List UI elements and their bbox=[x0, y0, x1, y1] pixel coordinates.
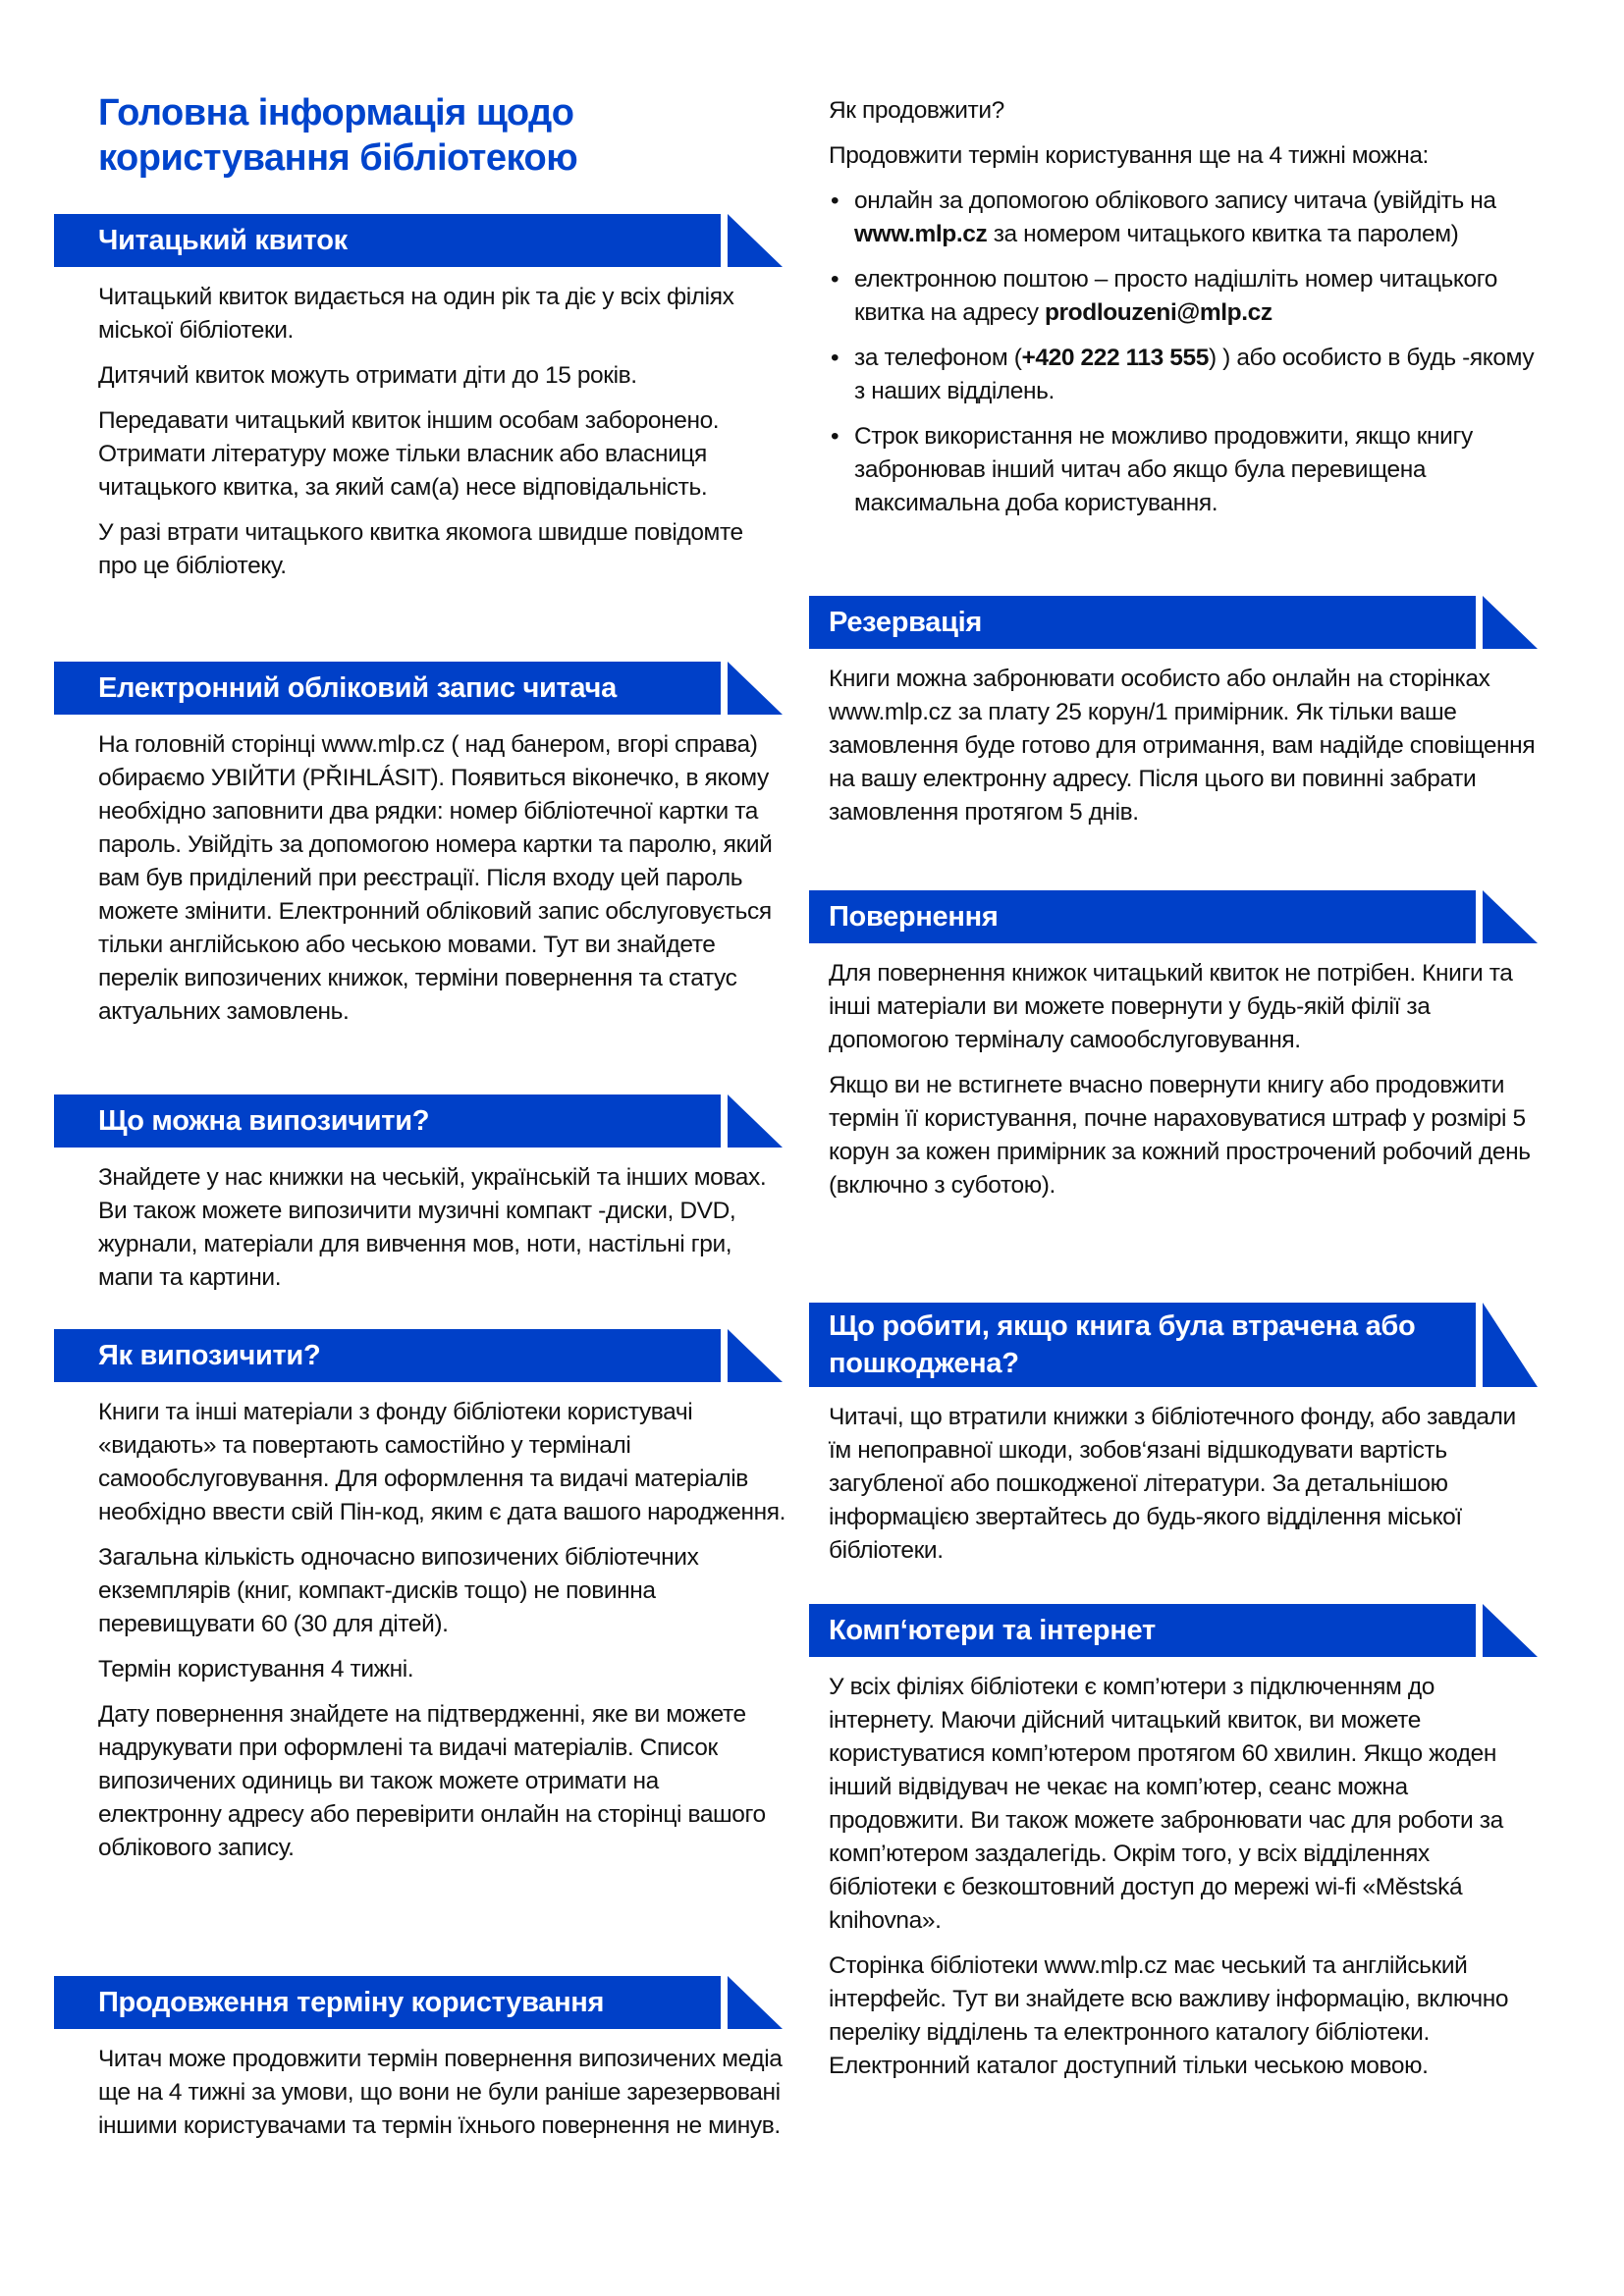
page-title-line2: користування бібліотекою bbox=[98, 137, 578, 179]
paragraph: У разі втрати читацького квитка якомога швидше повідомте про це бібліотеку. bbox=[98, 519, 743, 579]
paragraph: Якщо ви не встигнете вчасно повернути книгу або продовжити термін її користування, почне нараховуватися штраф у розмірі 5 корун за кожен примірник за кожний прострочений робочий день (включно з суботою). bbox=[829, 1072, 1531, 1199]
list-item: • електронною поштою – просто надішліть номер читацького квитка на адресу prodlouzeni@mlp.cz bbox=[829, 263, 1541, 330]
triangle-accent-icon bbox=[728, 662, 783, 715]
section-header bbox=[54, 662, 785, 715]
triangle-accent-icon bbox=[1483, 596, 1538, 649]
section-heading: Комп‘ютери та інтернет bbox=[829, 1615, 1156, 1646]
list-item: • за телефоном (+420 222 113 555) ) або особисто в будь -якому з наших відділень. bbox=[829, 342, 1541, 408]
paragraph: Дитячий квиток можуть отримати діти до 15 років. bbox=[98, 362, 637, 389]
paragraph: Книги та інші матеріали з фонду бібліотеки користувачі «видають» та повертають самостійно у терміналі самообслуговування. Для оформлення та видачі матеріалів необхідно ввести свій Пін-код, яким є дата вашого народження. bbox=[98, 1399, 786, 1525]
section-header bbox=[809, 596, 1541, 649]
list-item: • Строк використання не можливо продовжити, якщо книгу забронював інший читач або якщо була перевищена максимальна доба користування. bbox=[829, 420, 1541, 520]
paragraph: На головній сторінці www.mlp.cz ( над банером, вгорі справа) обираємо УВІЙТИ (PŘIHLÁSIT). Появиться віконечко, в якому необхідно заповнити два рядки: номер бібліотечної картки та пароль. Увійдіть за допомогою номера картки та паролю, який вам був приділений при реєстрації. Після входу цей пароль можете змінити. Електронний обліковий запис обслуговується тільки англійською або чеською мовами. Тут ви знайдете перелік випозичених книжок, терміни повернення та статус актуальних замовлень. bbox=[98, 731, 773, 1025]
paragraph: Книги можна забронювати особисто або онлайн на сторінках www.mlp.cz за плату 25 корун/1 примірник. Як тільки ваше замовлення буде готово для отримання, вам надійде сповіщення на вашу електронну адресу. Після цього ви повинні забрати замовлення протягом 5 днів. bbox=[829, 666, 1536, 826]
page-title-line1: Головна інформація щодо bbox=[98, 92, 574, 133]
section-header bbox=[54, 1329, 785, 1382]
paragraph: Дату повернення знайдете на підтвердженні, яке ви можете надрукувати при оформлені та видачі матеріалів. Список випозичених одиниць ви також можете отримати на електронну адресу або перевірити онлайн на сторінці вашого облікового запису. bbox=[98, 1701, 766, 1861]
section-header bbox=[54, 214, 785, 267]
section-how-to-extend bbox=[809, 94, 1541, 532]
section-heading: Продовження терміну користування bbox=[98, 1987, 605, 2018]
paragraph: Читач може продовжити термін повернення випозичених медіа ще на 4 тижні за умови, що вони не були раніше зарезервовані іншими користувачами та термін їхнього повернення не минув. bbox=[98, 2046, 783, 2139]
intro: Продовжити термін користування ще на 4 тижні можна: bbox=[829, 142, 1429, 169]
section-returns bbox=[809, 890, 1541, 1214]
section-header bbox=[809, 1303, 1541, 1387]
triangle-accent-icon bbox=[1483, 1303, 1538, 1387]
section-reader-card bbox=[54, 214, 785, 595]
bullet-icon: • bbox=[831, 423, 839, 450]
page-title bbox=[98, 90, 577, 181]
triangle-accent-icon bbox=[1483, 1604, 1538, 1657]
section-header bbox=[54, 1095, 785, 1148]
section-heading: Резервація bbox=[829, 607, 983, 638]
paragraph: Читацький квиток видається на один рік та діє у всіх філіях міської бібліотеки. bbox=[98, 284, 734, 344]
triangle-accent-icon bbox=[1483, 890, 1538, 943]
section-heading: Читацький квиток bbox=[98, 225, 348, 256]
bullet-icon: • bbox=[831, 187, 839, 214]
list-item: • онлайн за допомогою облікового запису читача (увійдіть на www.mlp.cz за номером читацького квитка та паролем) bbox=[829, 185, 1541, 251]
section-header bbox=[809, 1604, 1541, 1657]
paragraph: Передавати читацький квиток іншим особам заборонено. Отримати літературу може тільки власник або власниця читацького квитка, за який сам(а) несе відповідальність. bbox=[98, 407, 720, 501]
section-extension bbox=[54, 1976, 785, 2155]
bullet-icon: • bbox=[831, 345, 839, 371]
paragraph: Читачі, що втратили книжки з бібліотечного фонду, або завдали їм непоправної шкоди, зобов‘язані відшкодувати вартість загубленої або пошкодженої літератури. За детальнішою інформацією звертайтесь до будь-якого відділення міської бібліотеки. bbox=[829, 1404, 1516, 1564]
section-heading: Електронний обліковий запис читача bbox=[98, 672, 617, 704]
triangle-accent-icon bbox=[728, 1095, 783, 1148]
email-link[interactable]: prodlouzeni@mlp.cz bbox=[1044, 299, 1272, 326]
section-reservation bbox=[809, 596, 1541, 841]
section-heading: Як випозичити? bbox=[98, 1340, 321, 1371]
section-what-to-borrow bbox=[54, 1095, 785, 1307]
section-heading: Що робити, якщо книга була втрачена або пошкоджена? bbox=[829, 1310, 1416, 1379]
paragraph: Для повернення книжок читацький квиток не потрібен. Книги та інші матеріали ви можете повернути у будь-якій філії за допомогою терміналу самообслуговування. bbox=[829, 960, 1513, 1053]
question: Як продовжити? bbox=[829, 97, 1004, 124]
section-computers bbox=[809, 1604, 1541, 2095]
section-header bbox=[54, 1976, 785, 2029]
paragraph: Загальна кількість одночасно випозичених бібліотечних екземплярів (книг, компакт-дисків тощо) не повинна перевищувати 60 (30 для дітей). bbox=[98, 1544, 699, 1637]
phone-number[interactable]: +420 222 113 555 bbox=[1021, 345, 1209, 371]
section-how-to-borrow bbox=[54, 1329, 785, 1877]
paragraph: Сторінка бібліотеки www.mlp.cz має чеський та англійський інтерфейс. Тут ви знайдете всю важливу інформацію, включно переліку відділень та електронного каталогу бібліотеки. Електронний каталог доступний тільки чеською мовою. bbox=[829, 1952, 1509, 2079]
section-account bbox=[54, 662, 785, 1041]
triangle-accent-icon bbox=[728, 214, 783, 267]
section-header bbox=[809, 890, 1541, 943]
triangle-accent-icon bbox=[728, 1976, 783, 2029]
bullet-icon: • bbox=[831, 266, 839, 293]
website-link[interactable]: www.mlp.cz bbox=[854, 221, 988, 247]
paragraph: Знайдете у нас книжки на чеській, українській та інших мовах. Ви також можете випозичити музичні компакт -диски, DVD, журнали, матеріали для вивчення мов, ноти, настільні гри, мапи та картини. bbox=[98, 1164, 767, 1291]
triangle-accent-icon bbox=[728, 1329, 783, 1382]
paragraph: У всіх філіях бібліотеки є комп’ютери з підключенням до інтернету. Маючи дійсний читацький квиток, ви можете користуватися комп’ютером протягом 60 хвилин. Якщо жоден інший відвідувач не чекає на комп’ютер, сеанс можна продовжити. Ви також можете забронювати час для роботи за комп’ютером заздалегідь. Окрім того, у всіх відділеннях бібліотеки є безкоштовний доступ до мережі wi-fi «Městská knihovna». bbox=[829, 1674, 1503, 1934]
paragraph: Термін користування 4 тижні. bbox=[98, 1656, 414, 1682]
section-lost-damaged bbox=[809, 1303, 1541, 1579]
extension-methods-list bbox=[829, 185, 1541, 520]
section-heading: Що можна випозичити? bbox=[98, 1105, 430, 1137]
section-heading: Повернення bbox=[829, 901, 999, 933]
